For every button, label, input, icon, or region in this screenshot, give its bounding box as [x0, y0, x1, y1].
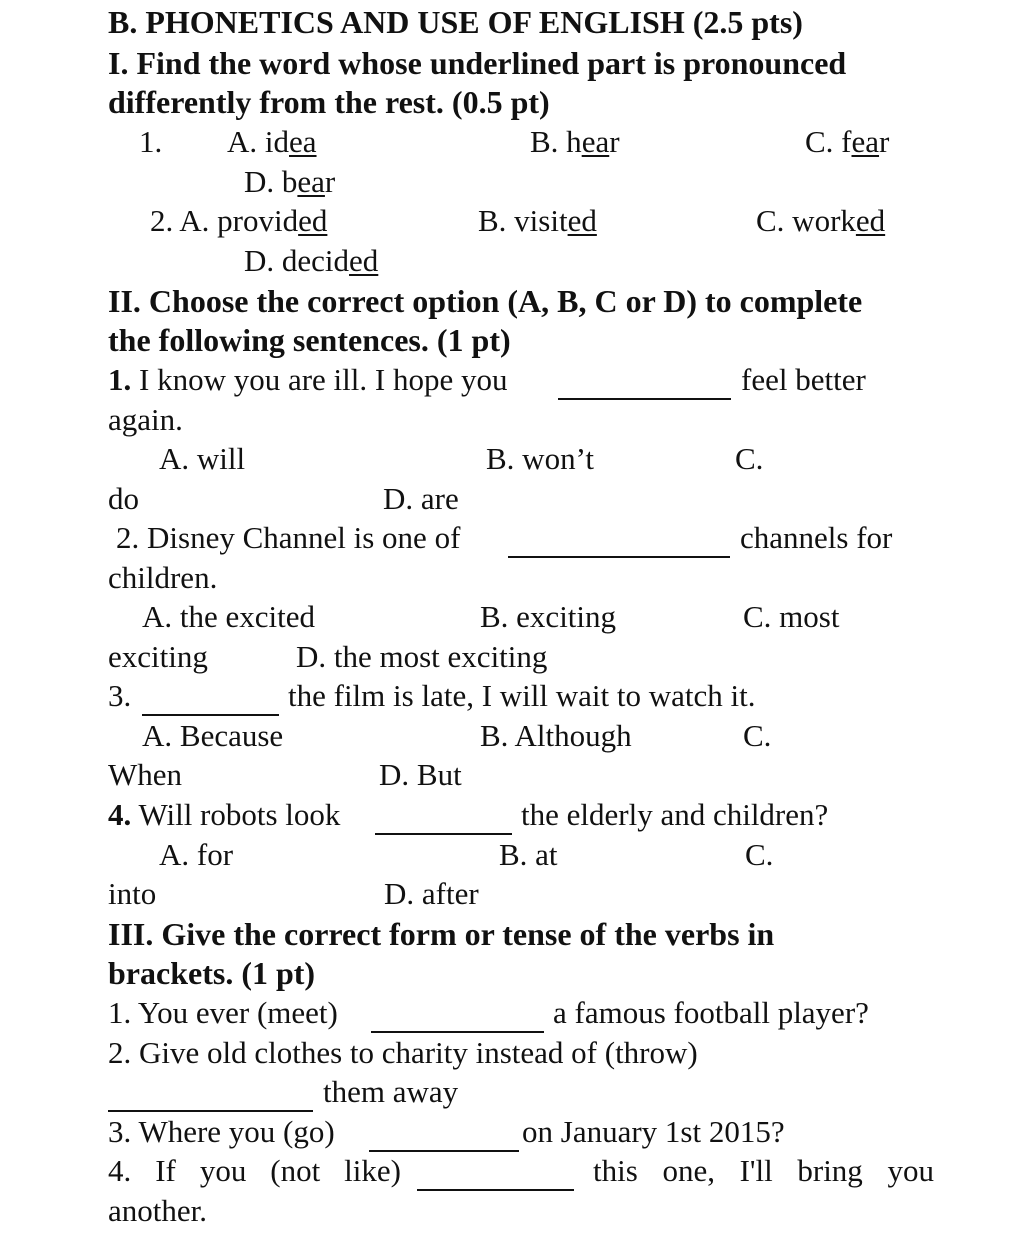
p1-q2-option-c: C. worked [756, 203, 886, 238]
p2-q2-option-c-text: exciting [108, 639, 208, 674]
section-title: B. PHONETICS AND USE OF ENGLISH (2.5 pts) [108, 4, 803, 40]
p2-q3-option-d: D. But [379, 757, 462, 792]
p2-q1-stem-cont: again. [108, 402, 183, 437]
p3-q3-stem-end: on January 1st 2015? [522, 1114, 785, 1149]
p2-q1-option-b: B. won’t [486, 441, 594, 476]
p2-q4-stem-start: 4. Will robots look [108, 797, 341, 832]
p1-q2-option-d: D. decided [244, 243, 379, 278]
p3-q2-stem-end: them away [323, 1074, 459, 1109]
p2-q2-blank[interactable] [508, 556, 730, 558]
p2-q3-number: 3. [108, 678, 132, 713]
part2-heading-line2: the following sentences. (1 pt) [108, 322, 511, 358]
p3-q2-blank[interactable] [108, 1110, 313, 1112]
p2-q3-option-c: C. [743, 718, 772, 753]
p1-q2-option-b: B. visited [478, 203, 597, 238]
p2-q4-blank[interactable] [375, 833, 512, 835]
p3-q1-blank[interactable] [371, 1031, 544, 1033]
p3-q3-blank[interactable] [369, 1150, 519, 1152]
p3-q4-stem-cont: another. [108, 1193, 207, 1228]
p2-q2-option-d: D. the most exciting [296, 639, 548, 674]
p2-q1-option-d: D. are [383, 481, 459, 516]
p3-q4-stem-start: 4. If you (not like) [108, 1153, 401, 1188]
p2-q2-option-c: C. most [743, 599, 840, 634]
p2-q3-stem-end: the film is late, I will wait to watch it. [288, 678, 756, 713]
p1-q1-number: 1. [139, 124, 163, 159]
p3-q4-stem-end: this one, I'll bring you [593, 1153, 934, 1188]
p1-q1-option-c: C. fear [805, 124, 890, 159]
p2-q4-option-b: B. at [499, 837, 558, 872]
part1-heading-line2: differently from the rest. (0.5 pt) [108, 84, 550, 120]
p3-q2-stem-line1: 2. Give old clothes to charity instead of (throw) [108, 1035, 698, 1070]
p2-q4-stem-end: the elderly and children? [521, 797, 829, 832]
part1-heading-text: I. Find the word whose underlined part is pronounced [108, 45, 847, 81]
p1-q1-option-b: B. hear [530, 124, 620, 159]
p2-q1-option-c-text: do [108, 481, 139, 516]
p2-q2-stem-start: 2. Disney Channel is one of [116, 520, 461, 555]
p1-q2-option-a: 2. A. provided [150, 203, 328, 238]
p2-q1-option-c: C. [735, 441, 764, 476]
part1-heading-line1 [108, 47, 934, 79]
p1-q1-option-d: D. bear [244, 164, 336, 199]
p3-q4-blank[interactable] [417, 1189, 574, 1191]
p3-q3-stem-start: 3. Where you (go) [108, 1114, 335, 1149]
p2-q3-option-a: A. Because [142, 718, 284, 753]
part3-heading-line1: III. Give the correct form or tense of the verbs in [108, 916, 775, 952]
part2-heading-line1: II. Choose the correct option (A, B, C or D) to complete [108, 283, 863, 319]
p2-q2-option-a: A. the excited [142, 599, 316, 634]
p2-q1-blank[interactable] [558, 398, 731, 400]
p2-q3-option-b: B. Although [480, 718, 632, 753]
p2-q3-blank[interactable] [142, 714, 279, 716]
p2-q4-option-d: D. after [384, 876, 479, 911]
p2-q3-option-c-text: When [108, 757, 183, 792]
p2-q1-option-a: A. will [159, 441, 246, 476]
p1-q1-option-a: A. idea [227, 124, 317, 159]
part3-heading-line2: brackets. (1 pt) [108, 955, 316, 991]
p2-q1-stem-end: feel better [741, 362, 866, 397]
p2-q4-option-c-text: into [108, 876, 157, 911]
p3-q1-stem-end: a famous football player? [553, 995, 869, 1030]
p2-q2-stem-cont: children. [108, 560, 218, 595]
p2-q4-option-c: C. [745, 837, 774, 872]
p2-q1-stem-start: 1. I know you are ill. I hope you [108, 362, 508, 397]
p3-q1-stem-start: 1. You ever (meet) [108, 995, 338, 1030]
p2-q2-stem-end: channels for [740, 520, 893, 555]
p2-q2-option-b: B. exciting [480, 599, 617, 634]
p2-q4-option-a: A. for [159, 837, 234, 872]
